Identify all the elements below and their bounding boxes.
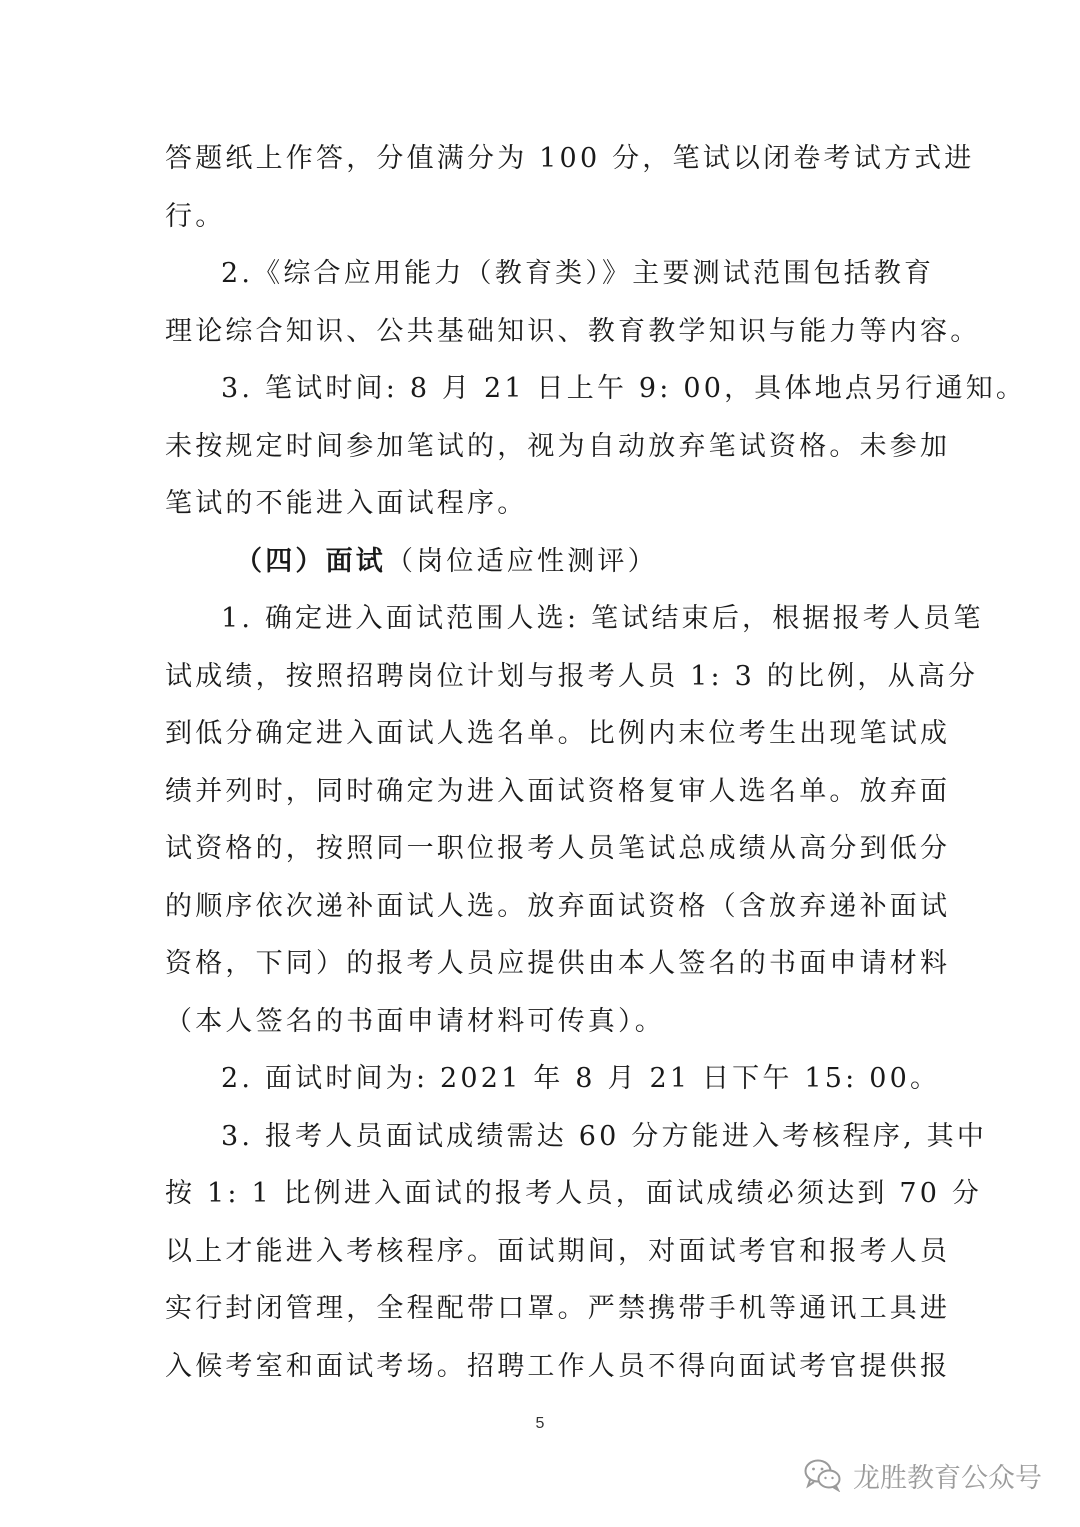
paragraph-line: 未按规定时间参加笔试的，视为自动放弃笔试资格。未参加 [165, 430, 951, 462]
paragraph-line: 试资格的，按照同一职位报考人员笔试总成绩从高分到低分 [165, 833, 951, 864]
paragraph-line: 3. 报考人员面试成绩需达 60 分方能进入考核程序, 其中 [221, 1120, 988, 1152]
document-body [165, 130, 1027, 1395]
paragraph-line: 1. 确定进入面试范围人选: 笔试结束后，根据报考人员笔 [221, 603, 984, 634]
watermark-label: 龙胜教育公众号 [853, 1462, 1042, 1494]
paragraph-line: 行。 [165, 200, 226, 232]
paragraph-line: 入候考室和面试考场。招聘工作人员不得向面试考官提供报 [165, 1350, 951, 1382]
watermark [803, 1455, 1042, 1495]
paragraph-line: 实行封闭管理，全程配带口罩。严禁携带手机等通讯工具进 [165, 1293, 951, 1324]
wechat-icon [803, 1458, 843, 1492]
paragraph-line: 2.《综合应用能力（教育类）》主要测试范围包括教育 [221, 258, 935, 289]
section-heading-title: （四）面试 [235, 545, 386, 577]
paragraph-line: 绩并列时，同时确定为进入面试资格复审人选名单。放弃面 [165, 775, 951, 807]
paragraph-line: 答题纸上作答，分值满分为 100 分，笔试以闭卷考试方式进 [165, 143, 975, 174]
paragraph-line: 试成绩，按照招聘岗位计划与报考人员 1: 3 的比例，从高分 [165, 660, 979, 692]
paragraph-line: （本人签名的书面申请材料可传真）。 [165, 1005, 665, 1037]
section-heading-subtitle: （岗位适应性测评） [386, 545, 658, 577]
paragraph-line: 资格，下同）的报考人员应提供由本人签名的书面申请材料 [165, 948, 951, 979]
section-heading [165, 533, 917, 591]
paragraph-line: 3. 笔试时间: 8 月 21 日上午 9: 00，具体地点另行通知。 [221, 373, 1027, 404]
page-number: 5 [535, 1415, 545, 1432]
paragraph-line: 以上才能进入考核程序。面试期间，对面试考官和报考人员 [165, 1235, 951, 1267]
paragraph-line: 的顺序依次递补面试人选。放弃面试资格（含放弃递补面试 [165, 890, 951, 922]
paragraph-line: 笔试的不能进入面试程序。 [165, 488, 528, 519]
paragraph-line: 到低分确定进入面试人选名单。比例内末位考生出现笔试成 [165, 718, 951, 749]
paragraph-line: 2. 面试时间为: 2021 年 8 月 21 日下午 15: 00。 [221, 1063, 941, 1094]
paragraph-line: 按 1: 1 比例进入面试的报考人员，面试成绩必须达到 70 分 [165, 1178, 983, 1209]
paragraph-line: 理论综合知识、公共基础知识、教育教学知识与能力等内容。 [165, 315, 981, 347]
